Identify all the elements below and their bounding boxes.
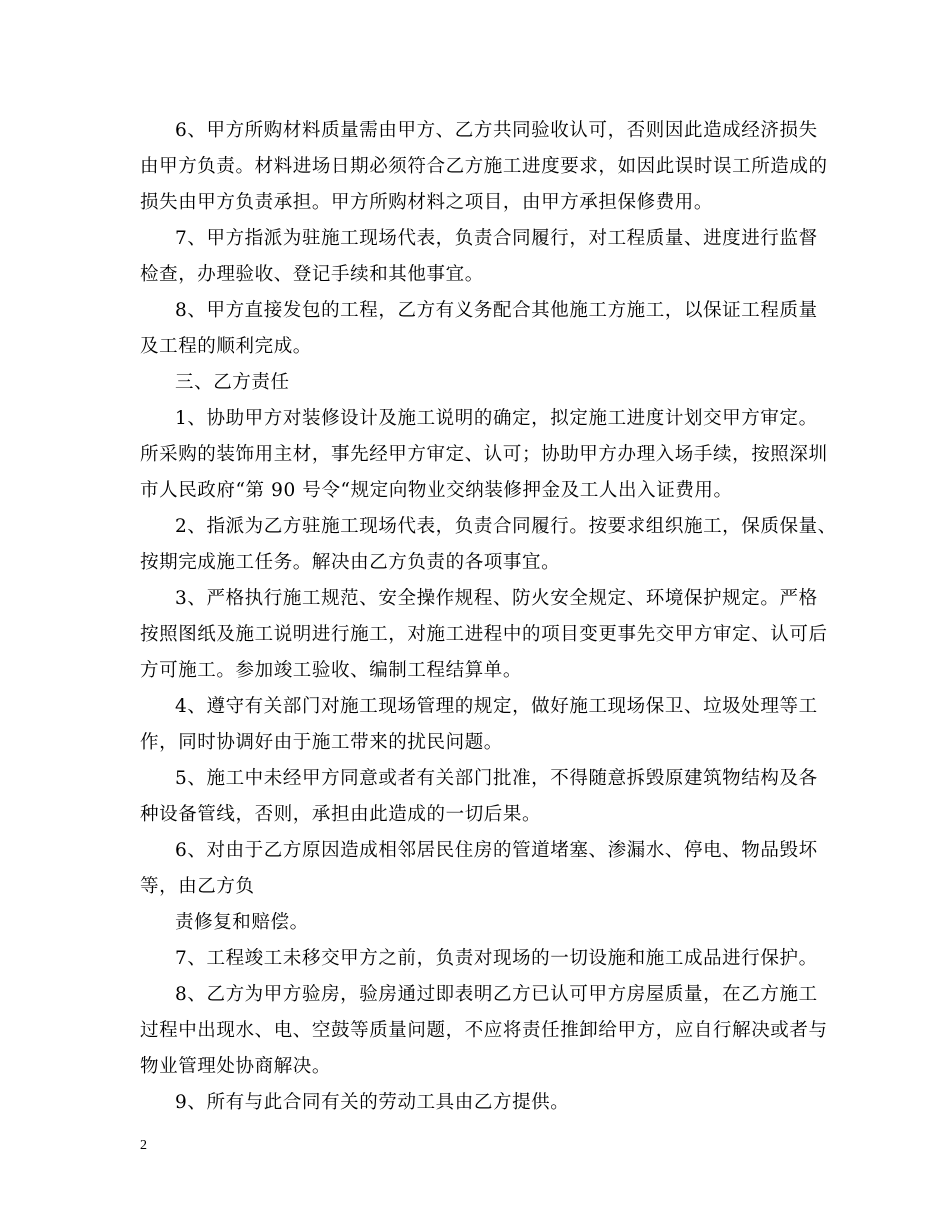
- text-line: 9、所有与此合同有关的劳动工具由乙方提供。: [175, 1092, 570, 1113]
- text-line: 1、协助甲方对装修设计及施工说明的确定，拟定施工进度计划交甲方审定。: [175, 408, 818, 429]
- text-line: 过程中出现水、电、空鼓等质量问题，不应将责任推卸给甲方，应自行解决或者与: [140, 1020, 828, 1041]
- text-line: 6、对由于乙方原因造成相邻居民住房的管道堵塞、渗漏水、停电、物品毁坏: [175, 840, 818, 861]
- text-line: 所采购的装饰用主材，事先经甲方审定、认可；协助甲方办理入场手续，按照深圳: [140, 444, 828, 465]
- page-number: 2: [140, 1138, 147, 1153]
- text-line: 种设备管线，否则，承担由此造成的一切后果。: [140, 804, 542, 825]
- section-heading: 三、乙方责任: [175, 372, 290, 393]
- text-line: 等，由乙方负: [140, 876, 255, 897]
- text-line: 作，同时协调好由于施工带来的扰民问题。: [140, 732, 503, 753]
- text-line: 责修复和赔偿。: [175, 912, 309, 933]
- text-line: 及工程的顺利完成。: [140, 336, 312, 357]
- text-line: 2、指派为乙方驻施工现场代表，负责合同履行。按要求组织施工，保质保量、: [175, 516, 837, 537]
- text-line: 由甲方负责。材料进场日期必须符合乙方施工进度要求，如因此误时误工所造成的: [140, 156, 828, 177]
- text-line: 7、甲方指派为驻施工现场代表，负责合同履行，对工程质量、进度进行监督: [175, 228, 818, 249]
- text-line: 3、严格执行施工规范、安全操作规程、防火安全规定、环境保护规定。严格: [175, 588, 818, 609]
- text-line: 方可施工。参加竣工验收、编制工程结算单。: [140, 660, 523, 681]
- text-line: 8、乙方为甲方验房，验房通过即表明乙方已认可甲方房屋质量，在乙方施工: [175, 984, 818, 1005]
- text-line: 按照图纸及施工说明进行施工，对施工进程中的项目变更事先交甲方审定、认可后: [140, 624, 828, 645]
- text-line: 市人民政府“第 90 号令“规定向物业交纳装修押金及工人出入证费用。: [140, 480, 733, 501]
- text-line: 物业管理处协商解决。: [140, 1056, 332, 1077]
- text-line: 按期完成施工任务。解决由乙方负责的各项事宜。: [140, 552, 561, 573]
- text-line: 4、遵守有关部门对施工现场管理的规定，做好施工现场保卫、垃圾处理等工: [175, 696, 818, 717]
- text-line: 6、甲方所购材料质量需由甲方、乙方共同验收认可，否则因此造成经济损失: [175, 120, 818, 141]
- text-line: 7、工程竣工未移交甲方之前，负责对现场的一切设施和施工成品进行保护。: [175, 948, 818, 969]
- text-line: 8、甲方直接发包的工程，乙方有义务配合其他施工方施工，以保证工程质量: [175, 300, 818, 321]
- text-line: 损失由甲方负责承担。甲方所购材料之项目，由甲方承担保修费用。: [140, 192, 714, 213]
- text-line: 5、施工中未经甲方同意或者有关部门批准，不得随意拆毁原建筑物结构及各: [175, 768, 818, 789]
- text-line: 检查，办理验收、登记手续和其他事宜。: [140, 264, 484, 285]
